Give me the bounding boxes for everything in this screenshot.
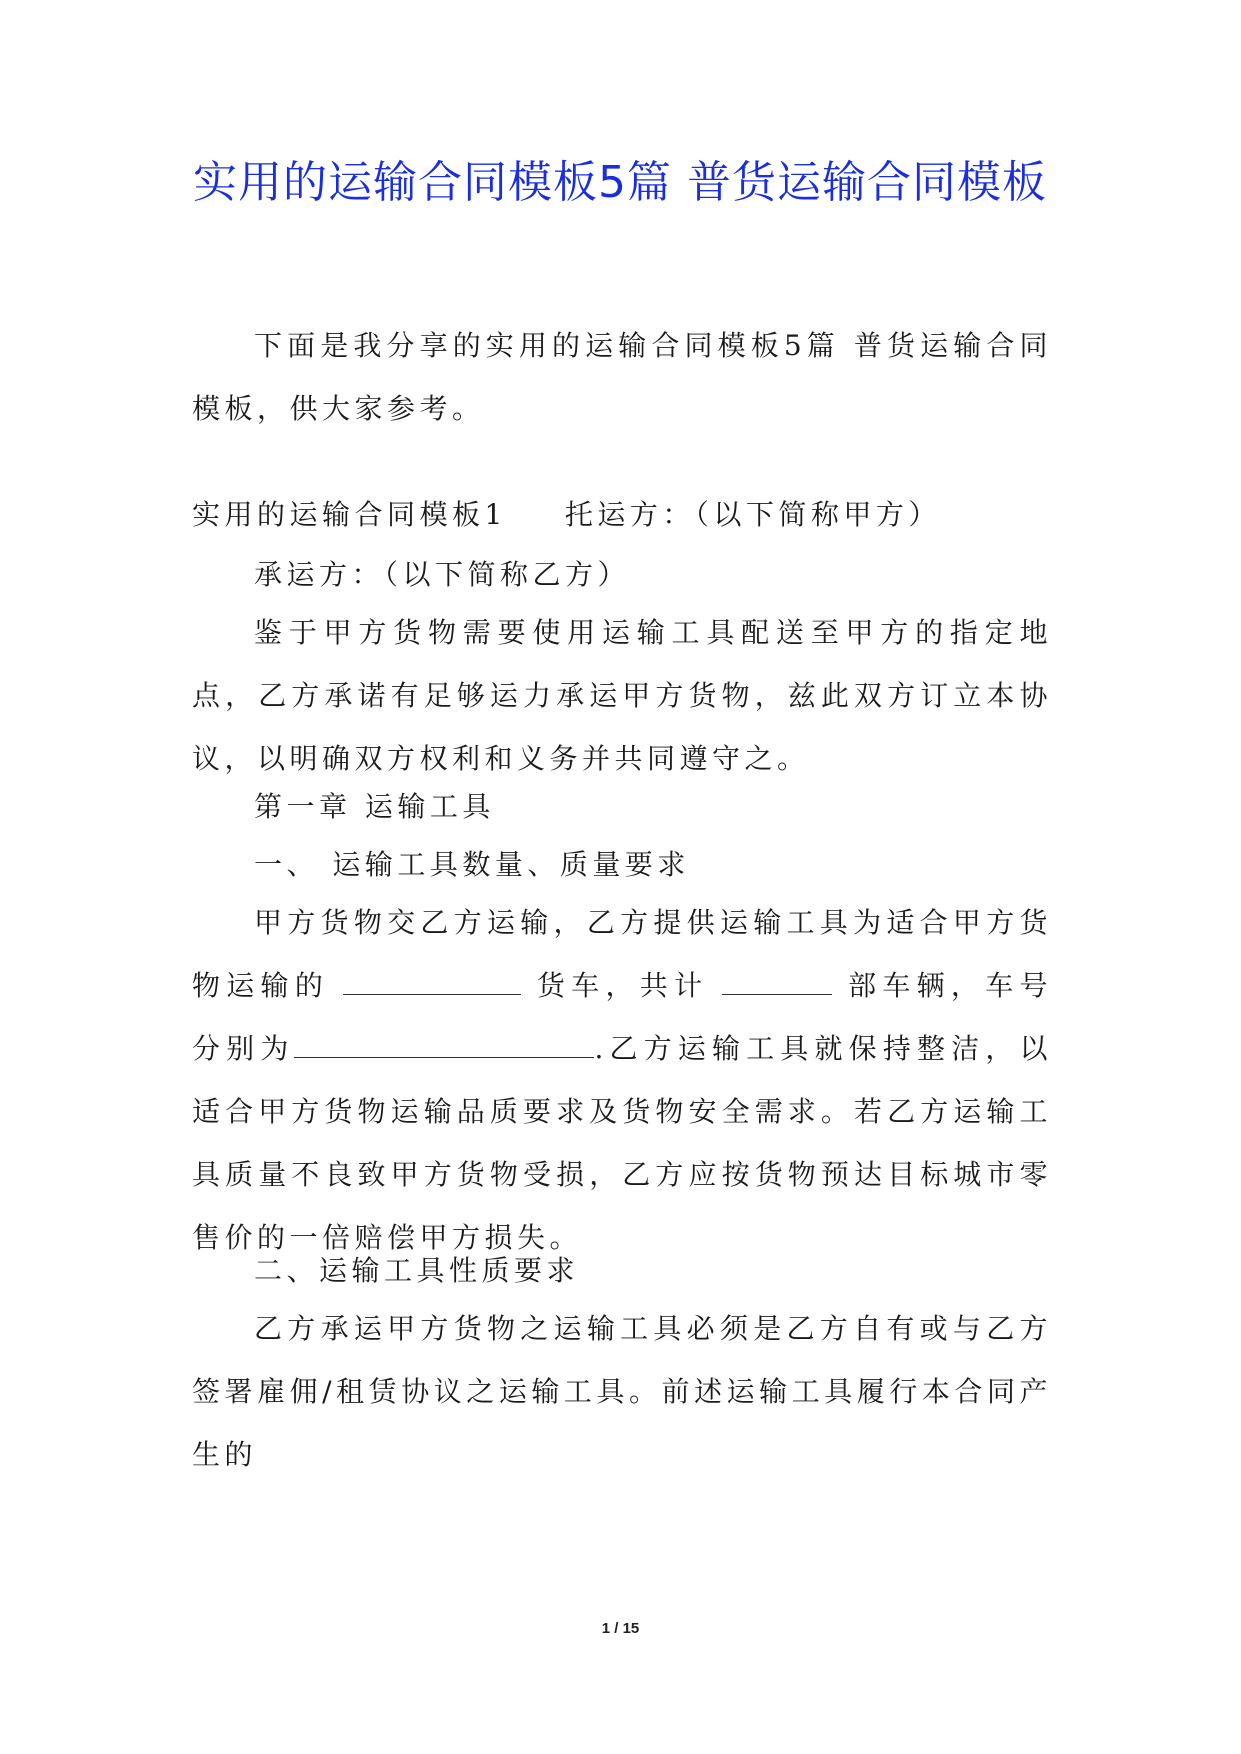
- clause-1-heading: 一、 运输工具数量、质量要求: [254, 848, 690, 881]
- clause-1-text-c: 部车辆，车号分别为: [192, 969, 1052, 1065]
- clause-2-heading: 二、运输工具性质要求: [254, 1254, 580, 1287]
- clause-1-paragraph: [192, 891, 1052, 1269]
- page-number: 1 / 15: [601, 1620, 640, 1637]
- section-heading: 实用的运输合同模板1: [192, 498, 507, 531]
- consignor-line: 托运方：（以下简称甲方）: [564, 498, 941, 531]
- intro-paragraph: 下面是我分享的实用的运输合同模板5篇 普货运输合同模板，供大家参考。: [192, 329, 1052, 425]
- clause-2-paragraph: 乙方承运甲方货物之运输工具必须是乙方自有或与乙方签署雇佣/租赁协议之运输工具。前述运输工具履行本合同产生的: [192, 1312, 1052, 1471]
- carrier-line: 承运方：（以下简称乙方）: [254, 558, 631, 591]
- clause-1-text-d: .乙方运输工具就保持整洁，以适合甲方货物运输品质要求及货物安全需求。若乙方运输工具质量不良致甲方货物受损，乙方应按货物预达目标城市零售价的一倍赔偿甲方损失。: [192, 1032, 1052, 1254]
- document-title: 实用的运输合同模板5篇 普货运输合同模板: [193, 157, 1047, 208]
- clause-1-text-b: 货车，共计: [535, 969, 709, 1002]
- section-heading-line: [192, 483, 1052, 546]
- truck-type-blank: [343, 968, 521, 995]
- vehicle-count-blank: [722, 968, 832, 995]
- chapter-heading: 第一章 运输工具: [254, 790, 495, 823]
- clause-1-text-a: 甲方货物交乙方运输，乙方提供运输工具为适合甲方货物运输的: [192, 906, 1052, 1002]
- preamble-paragraph: 鉴于甲方货物需要使用运输工具配送至甲方的指定地点，乙方承诺有足够运力承运甲方货物，兹此双方订立本协议，以明确双方权利和义务并共同遵守之。: [192, 616, 1052, 775]
- plate-number-blank: [294, 1031, 594, 1058]
